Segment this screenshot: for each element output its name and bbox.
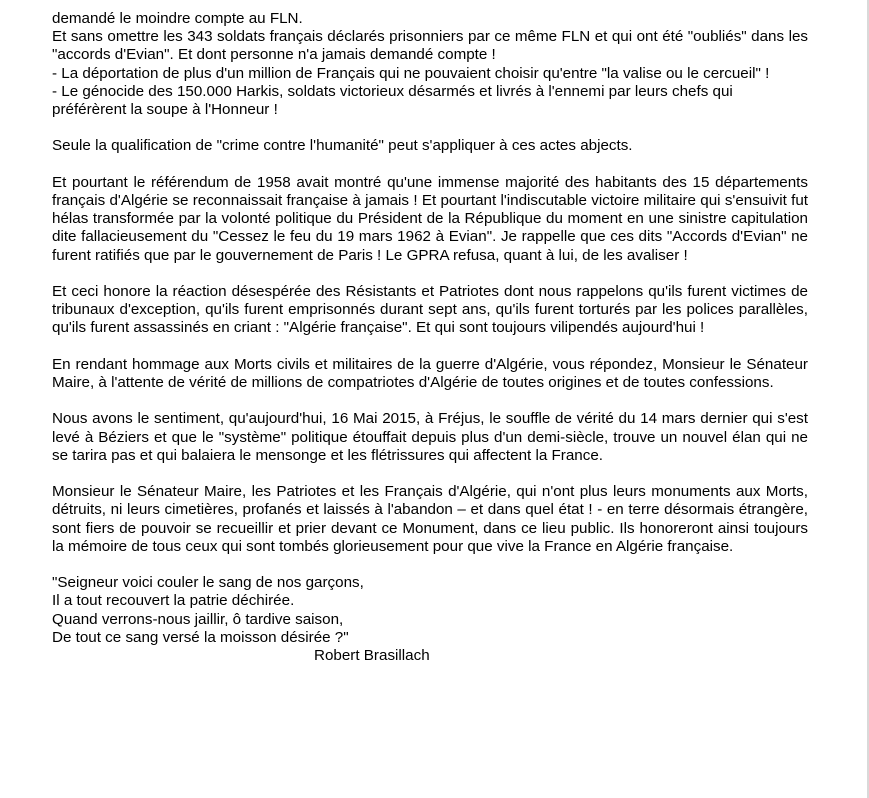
signature: Robert Brasillach [314,647,430,664]
paragraph-spacer [52,265,808,283]
paragraph: Seule la qualification de "crime contre l'humanité" peut s'appliquer à ces actes abjects. [52,137,633,155]
document-body [52,10,808,665]
poem-line: Il a tout recouvert la patrie déchirée. [52,592,295,610]
intro-line: Et sans omettre les 343 soldats français déclarés prisonniers par ce même FLN et qui ont été "oubliés" dans les "accords d'Evian". Et dont personne n'a jamais demandé compte ! [52,28,808,64]
paragraph-spacer [52,465,808,483]
paragraph-spacer [52,338,808,356]
paragraph: Monsieur le Sénateur Maire, les Patriotes et les Français d'Algérie, qui n'ont plus leurs monuments aux Morts, détruits, ni leurs cimetières, profanés et laissés à l'abandon – et dans quel état ! - en terre désormais étrangère, sont fiers de pouvoir se recueillir et prier devant ce Monument, dans ce lieu public. Ils honoreront ainsi toujours la mémoire de tous ceux qui sont tombés glorieusement pour que vive la France en Algérie française. [52,483,808,555]
intro-line: demandé le moindre compte au FLN. [52,10,303,27]
paragraph-spacer [52,556,808,574]
poem-line: De tout ce sang versé la moisson désirée ?" [52,628,349,646]
paragraph-spacer [52,392,808,410]
intro-line: - La déportation de plus d'un million de Français qui ne pouvaient choisir qu'entre "la valise ou le cercueil" ! [52,64,770,82]
paragraph-spacer [52,156,808,174]
poem-line: "Seigneur voici couler le sang de nos garçons, [52,574,364,592]
paragraph-spacer [52,119,808,137]
paragraph: Et pourtant le référendum de 1958 avait montré qu'une immense majorité des habitants des 15 départements français d'Algérie se reconnaissait française à jamais ! Et pourtant l'indiscutable victoire militaire qui s'ensuivit fut hélas transformée par la volonté politique du Président de la République du moment en une sinistre capitulation dite fallacieusement du "Cessez le feu du 19 mars 1962 à Evian". Je rappelle que ces dits "Accords d'Evian" ne furent ratifiés que par le gouvernement de Paris ! Le GPRA refusa, quant à lui, de les avaliser ! [52,173,808,264]
paragraph: Nous avons le sentiment, qu'aujourd'hui, 16 Mai 2015, à Fréjus, le souffle de vérité du 14 mars dernier qui s'est levé à Béziers et que le "système" politique étouffait depuis plus d'un demi-siècle, trouve un nouvel élan qui ne se tarira pas et qui balaiera le mensonge et les flétrissures qui affectent la France. [52,410,808,464]
paragraph: Et ceci honore la réaction désespérée des Résistants et Patriotes dont nous rappelons qu'ils furent victimes de tribunaux d'exception, qu'ils furent emprisonnés durant sept ans, qu'ils furent torturés par les polices parallèles, qu'ils furent assassinés en criant : "Algérie française". Et qui sont toujours vilipendés aujourd'hui ! [52,283,808,337]
poem-quote [52,574,808,647]
paragraph: En rendant hommage aux Morts civils et militaires de la guerre d'Algérie, vous répondez, Monsieur le Sénateur Maire, à l'attente de vérité de millions de compatriotes d'Algérie de toutes origines et de toutes confessions. [52,355,808,391]
poem-line: Quand verrons-nous jaillir, ô tardive saison, [52,610,344,628]
intro-line: - Le génocide des 150.000 Harkis, soldats victorieux désarmés et livrés à l'ennemi par leurs chefs qui préférèrent la soupe à l'Honneur ! [52,82,733,119]
